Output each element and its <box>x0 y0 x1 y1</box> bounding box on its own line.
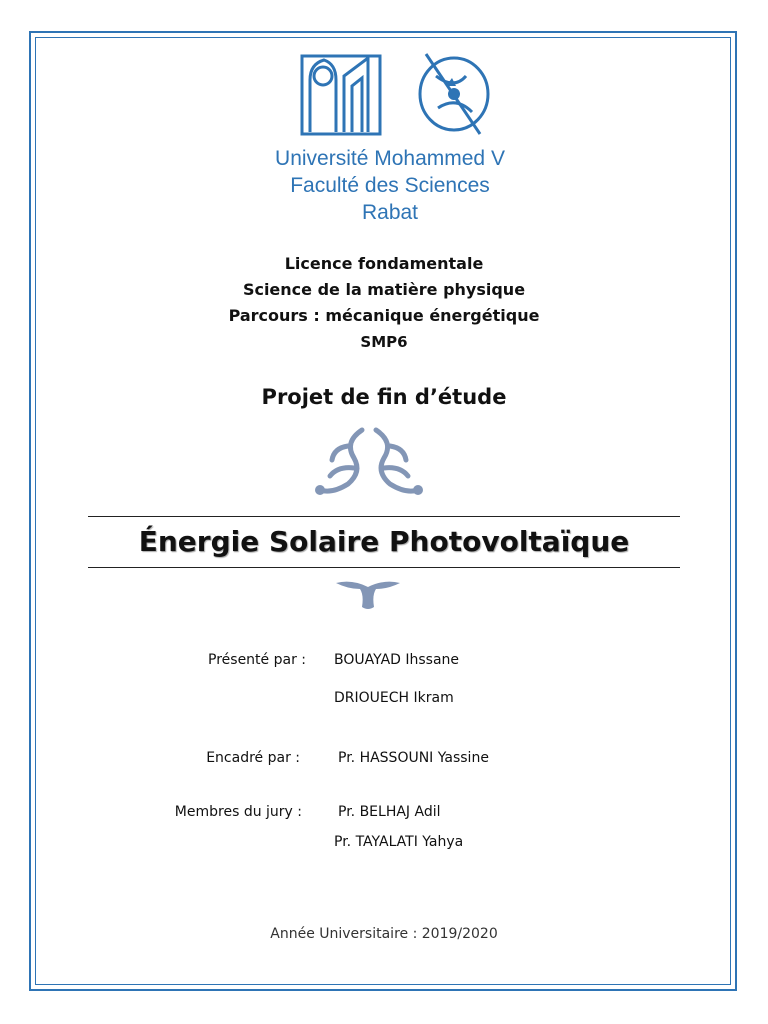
title-rule-top <box>88 516 680 517</box>
degree-type: Licence fondamentale <box>284 254 484 273</box>
university-name: Université Mohammed V <box>275 147 505 170</box>
ornament-icon <box>304 424 434 504</box>
project-label: Projet de fin d’étude <box>261 385 507 409</box>
student-name: BOUAYAD Ihssane <box>334 652 460 668</box>
title-rule-bottom <box>88 567 680 568</box>
jury-label: Membres du jury : <box>174 804 302 820</box>
university-logo <box>296 46 496 140</box>
ornament-divider-icon <box>332 577 404 613</box>
thesis-title: Énergie Solaire Photovoltaïque <box>138 525 630 558</box>
degree-code: SMP6 <box>360 333 408 351</box>
supervisor-name: Pr. HASSOUNI Yassine <box>338 750 489 766</box>
presented-by-label: Présenté par : <box>208 652 306 668</box>
jury-member-name: Pr. BELHAJ Adil <box>338 804 441 820</box>
faculty-city: Rabat <box>361 201 419 224</box>
academic-year: Année Universitaire : 2019/2020 <box>270 926 498 942</box>
faculty-name: Faculté des Sciences <box>290 174 490 197</box>
student-name: DRIOUECH Ikram <box>334 690 454 706</box>
jury-member-name: Pr. TAYALATI Yahya <box>334 834 464 850</box>
supervised-by-label: Encadré par : <box>206 750 300 766</box>
degree-field: Science de la matière physique <box>242 280 526 299</box>
degree-track: Parcours : mécanique énergétique <box>228 306 540 325</box>
